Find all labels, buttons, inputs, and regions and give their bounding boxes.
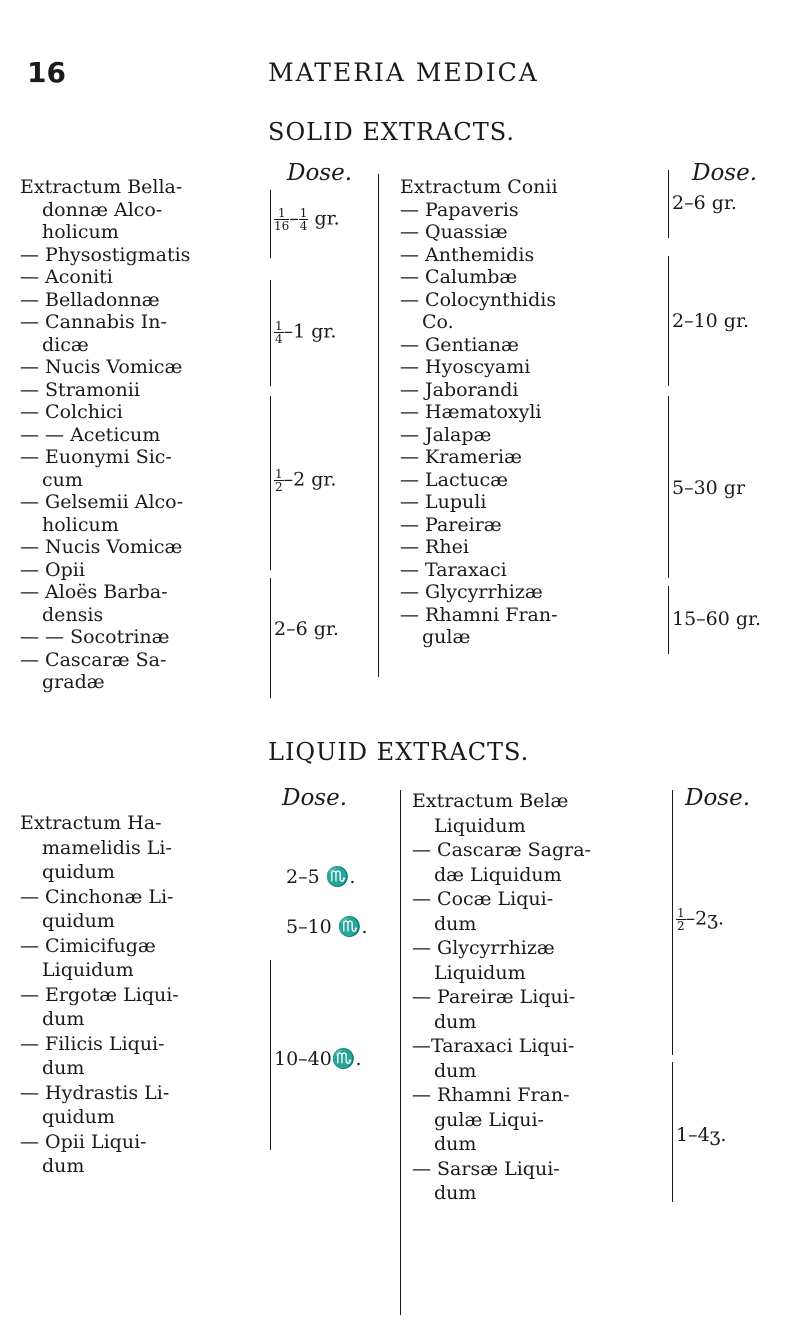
solid-dose-1: $\frac{1}{16}$ – $\frac{1}{4}$ gr. <box>274 206 340 233</box>
entry-line: dæ Liquidum <box>434 863 562 886</box>
liquid-brace-1 <box>266 960 271 1150</box>
solid-brace-1 <box>266 190 271 258</box>
solid-right-brace-3 <box>664 396 669 578</box>
solid-column-divider <box>378 174 379 677</box>
entry-line: — Filicis Liqui- <box>20 1032 165 1055</box>
entry-line: — Pareiræ <box>400 513 502 536</box>
entry-line: — Papaveris <box>400 198 519 221</box>
entry-line: dum <box>42 1008 85 1030</box>
entry-line: — Gelsemii Alco- <box>20 491 184 513</box>
solid-right-brace-4 <box>664 586 669 654</box>
entry-line: dum <box>434 912 477 935</box>
entry-line: — Glycyrrhizæ <box>412 937 555 959</box>
entry-line: — Cascaræ Sagra- <box>412 839 591 861</box>
entry-line: — Cinchonæ Li- <box>20 885 174 908</box>
dose-fraction: $\frac{1}{4}$ <box>275 319 283 346</box>
entry-line: — Hyoscyami <box>400 356 531 378</box>
entry-line: — Colchici <box>20 401 123 423</box>
entry-line: dum <box>434 1133 477 1155</box>
entry-line: — Cannabis In- <box>20 311 167 333</box>
solid-right-dose-4: 15–60 gr. <box>672 608 762 630</box>
entry-line: — — Aceticum <box>20 423 161 446</box>
entry-line: — Hydrastis Li- <box>20 1081 170 1104</box>
entry-line: quidum <box>42 861 115 883</box>
entry-line: holicum <box>42 513 119 536</box>
solid-brace-4 <box>266 578 271 698</box>
entry-line: dum <box>42 1057 85 1079</box>
entry-line: Extractum Belæ <box>412 790 569 812</box>
entry-line: Liquidum <box>42 959 134 981</box>
dose-fraction: $\frac{1}{4}$ <box>299 206 308 233</box>
entry-line: — Nucis Vomicæ <box>20 356 183 378</box>
entry-line: gradæ <box>42 671 105 693</box>
entry-line: — Anthemidis <box>400 243 535 266</box>
solid-right-brace-1 <box>664 170 669 238</box>
entry-line: holicum <box>42 221 119 243</box>
entry-line: — Jaborandi <box>400 378 519 401</box>
entry-line: — Rhamni Fran- <box>412 1084 570 1106</box>
entry-line: quidum <box>42 1106 115 1128</box>
entry-line: — Lupuli <box>400 491 487 513</box>
liquid-dose-3: 10–40♏. <box>274 1048 362 1070</box>
dose-fraction: $\frac{1}{16}$ <box>274 206 290 233</box>
entry-line: dum <box>42 1155 85 1177</box>
entry-line: — Sarsæ Liqui- <box>412 1157 560 1180</box>
entry-line: — Opii <box>20 558 85 581</box>
entry-line: dicæ <box>42 333 89 356</box>
entry-line: Liquidum <box>434 814 526 837</box>
entry-line: dum <box>434 1010 477 1033</box>
solid-dose-2: $\frac{1}{4}$ –1 gr. <box>275 319 337 346</box>
entry-line: — Ergotæ Liqui- <box>20 983 179 1006</box>
entry-line: Liquidum <box>434 961 526 984</box>
entry-line: Extractum Conii <box>400 176 558 198</box>
dose-fraction: $\frac{1}{2}$ <box>275 467 283 494</box>
page-number: 16 <box>27 56 66 89</box>
liquid-right-brace-2 <box>668 1062 673 1202</box>
entry-line: — Euonymi Sic- <box>20 446 172 468</box>
entry-line: quidum <box>42 910 115 932</box>
entry-line: — Lactucæ <box>400 468 508 491</box>
entry-line: — Jalapæ <box>400 423 492 446</box>
liquid-column-divider <box>400 790 401 1315</box>
entry-line: cum <box>42 468 83 491</box>
entry-line: — Pareiræ Liqui- <box>412 986 576 1008</box>
entry-line: — Rhei <box>400 536 469 558</box>
entry-line: — Taraxaci <box>400 558 507 581</box>
entry-line: mamelidis Li- <box>42 836 172 859</box>
solid-left-dose-header: Dose. <box>287 160 353 186</box>
entry-line: — Stramonii <box>20 378 140 401</box>
entry-line: gulæ <box>422 626 471 648</box>
entry-line: — Opii Liqui- <box>20 1130 147 1153</box>
entry-line: — Belladonnæ <box>20 288 160 311</box>
entry-line: — Cimicifugæ <box>20 934 156 957</box>
entry-line: —Taraxaci Liqui- <box>412 1035 575 1057</box>
entry-line: densis <box>42 603 104 626</box>
liquid-right-dose-1: $\frac{1}{2}$ –2ʒ. <box>677 906 724 933</box>
entry-line: Extractum Ha- <box>20 812 162 834</box>
entry-line: — Physostigmatis <box>20 243 191 266</box>
entry-line: gulæ Liqui- <box>434 1108 544 1131</box>
solid-right-dose-header: Dose. <box>692 160 758 186</box>
entry-line: dum <box>434 1059 477 1082</box>
entry-line: Co. <box>422 311 454 333</box>
entry-line: — Aloës Barba- <box>20 581 168 603</box>
entry-line: — — Socotrinæ <box>20 626 170 648</box>
solid-right-dose-1: 2–6 gr. <box>672 192 737 214</box>
solid-dose-3: $\frac{1}{2}$ –2 gr. <box>275 467 337 494</box>
solid-right-dose-2: 2–10 gr. <box>672 310 750 332</box>
dose-fraction: $\frac{1}{2}$ <box>677 906 685 933</box>
liquid-right-brace-1 <box>668 790 673 1055</box>
liquid-dose-2: 5–10 ♏. <box>286 916 368 938</box>
entry-line: — Cascaræ Sa- <box>20 648 167 671</box>
entry-line: — Quassiæ <box>400 221 508 243</box>
entry-line: — Colocynthidis <box>400 288 557 311</box>
running-title: MATERIA MEDICA <box>268 58 539 87</box>
solid-section-title: SOLID EXTRACTS. <box>268 118 516 146</box>
entry-line: — Glycyrrhizæ <box>400 581 543 603</box>
entry-line: — Krameriæ <box>400 446 522 468</box>
entry-line: — Hæmatoxyli <box>400 401 542 423</box>
entry-line: Extractum Bella- <box>20 176 183 198</box>
entry-line: — Gentianæ <box>400 333 519 356</box>
solid-brace-2 <box>266 280 271 386</box>
liquid-section-title: LIQUID EXTRACTS. <box>268 738 530 766</box>
entry-line: donnæ Alco- <box>42 198 163 221</box>
entry-line: — Aconiti <box>20 266 113 288</box>
solid-dose-4: 2–6 gr. <box>274 618 339 640</box>
liquid-right-dose-header: Dose. <box>685 785 751 811</box>
entry-line: — Cocæ Liqui- <box>412 888 554 910</box>
solid-right-dose-3: 5–30 gr <box>672 477 746 499</box>
solid-brace-3 <box>266 396 271 570</box>
entry-line: — Calumbæ <box>400 266 518 288</box>
liquid-right-dose-2: 1–4ʒ. <box>676 1124 727 1146</box>
liquid-left-dose-header: Dose. <box>282 785 348 811</box>
liquid-dose-1: 2–5 ♏. <box>286 866 356 888</box>
entry-line: — Rhamni Fran- <box>400 603 558 626</box>
entry-line: — Nucis Vomicæ <box>20 536 183 558</box>
solid-right-brace-2 <box>664 256 669 386</box>
entry-line: dum <box>434 1182 477 1204</box>
